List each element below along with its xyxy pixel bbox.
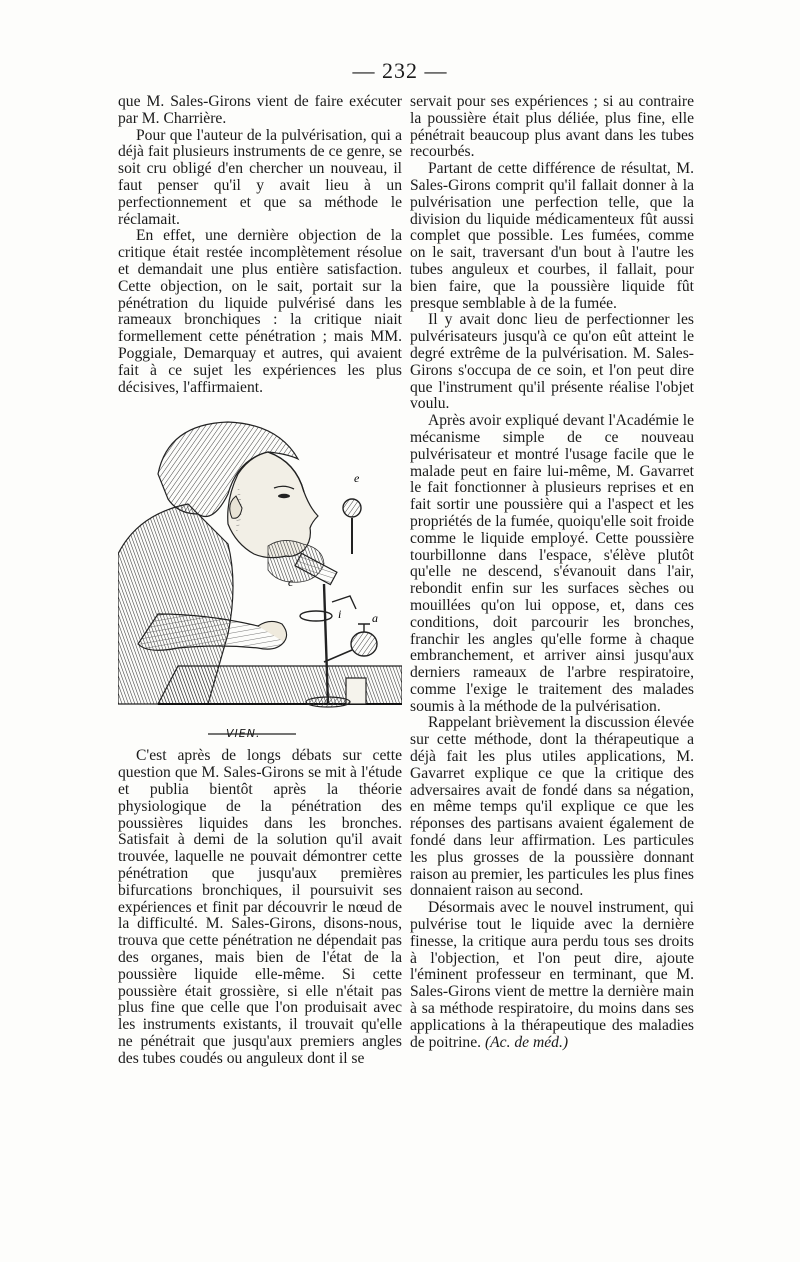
page-number: — 232 — [352,58,448,83]
engraver-signature: VIEN. [226,727,261,741]
label-e: e [354,471,360,486]
paragraph-text: Désormais avec le nouvel instrument, qui pulvérise tout le liquide avec la dernière finesse, la critique aura perdu tous ses droits à l'objection, et l'on peut dire, ajoute l'éminent professeur en terminant, que M. Sales-Girons vient de mettre la dernière main à sa méthode respiratoire, du moins dans ses applications à la thérapeutique des maladies de poitrine. [410,899,694,1051]
paragraph: Rappelant brièvement la discussion élevée sur cette méthode, dont la thérapeutique a déjà fait les plus utiles applications, M. Gavarret explique ce que la critique des adversaires avait de fondé dans sa négation, en même temps qu'il explique ce que les réponses des partisans avaient également de fondé dans leur affirmation. Les particules les plus grosses de la poussière donnant raison au premier, les particules les plus fines donnaient raison au second. [410,714,694,900]
paragraph: C'est après de longs débats sur cette question que M. Sales-Girons se mit à l'étude et publia bientôt après la théorie physiologique de la pénétration des poussières liquides dans les bronches. Satisfait à demi de la solution qu'il avait trouvée, laquelle ne pouvait démontrer cette pénétration que jusqu'aux premières bifurcations bronchiques, il poursuivit ses expériences et finit par découvrir le nœud de la difficulté. M. Sales-Girons, disons-nous, trouva que cette pénétration ne dépendait pas des organes, mais bien de l'état de la poussière liquide elle-même. Si cette poussière était grossière, si elle n'était pas plus fine que celle que l'on produisait avec les instruments existants, il trouvait qu'elle ne pénétrait que jusqu'aux premiers angles des tubes coudés ou anguleux dont il se [118,747,402,1067]
paragraph: que M. Sales-Girons vient de faire exécuter par M. Charrière. [118,93,402,127]
paragraph: Il y avait donc lieu de perfectionner les pulvérisateurs jusqu'à ce qu'on eût atteint le degré extrême de la pulvérisation. M. Sales-Girons s'occupa de ce soin, et l'on peut dire que l'instrument qu'il présente réalise l'objet voulu. [410,311,694,413]
paragraph: Pour que l'auteur de la pulvérisation, qui a déjà fait plusieurs instruments de ce genre, se soit cru obligé d'en chercher un nouveau, il faut penser qu'il y avait lieu à un perfectionnement et que sa méthode le réclamait. [118,126,402,228]
right-column [410,94,694,1051]
paragraph: Partant de cette différence de résultat, M. Sales-Girons comprit qu'il fallait donner à la pulvérisation une perfection telle, que la division du liquide médicamenteux fût aussi complet que possible. Les fumées, comme on le sait, traversant d'un bout à l'autre les tubes anguleux et courbes, il fallait, pour bien faire, que la poussière liquide fût presque semblable à de la fumée. [410,160,694,312]
left-column [118,94,402,1067]
label-i: i [338,607,342,622]
paragraph-last [410,900,694,1051]
label-c: c [288,575,294,590]
paragraph: servait pour ses expériences ; si au contraire la poussière était plus déliée, plus fine, elle pénétrait beaucoup plus avant dans les tubes recourbés. [410,93,694,161]
paragraph: En effet, une dernière objection de la critique était restée incomplètement résolue et demandait une plus entière satisfaction. Cette objection, on le sait, portait sur la pénétration du liquide pulvérisé dans les rameaux bronchiques : la critique niait formellement cette pénétration ; mais MM. Poggiale, Demarquay et autres, qui avaient fait à ce sujet les expériences les plus décisives, l'affirmaient. [118,227,402,396]
engraving-illustration [118,404,402,744]
engraving-inhaler-figure [118,404,402,744]
citation: (Ac. de méd.) [484,1033,569,1051]
paragraph: Après avoir expliqué devant l'Académie le mécanisme simple de ce nouveau pulvérisateur et montré l'usage facile que le malade peut en faire lui-même, M. Gavarret le fait fonctionner à plusieurs reprises et en fait sortir une poussière qui a l'aspect et les propriétés de la fumée, quoiqu'elle soit froide comme le liquide employé. Cette poussière tourbillonne dans l'espace, s'élève plutôt qu'elle ne descend, s'évanouit dans l'air, rebondit enfin sur les surfaces sèches ou mouillées qu'on lui oppose, et, dans ces conditions, doit parcourir les bronches, franchir les angles qu'elle forme à chaque embranchement, et arriver ainsi jusqu'aux derniers rameaux de l'arbre respiratoire, comme l'exige le traitement des malades soumis à la méthode de la pulvérisation. [410,412,694,715]
label-a: a [372,611,378,626]
